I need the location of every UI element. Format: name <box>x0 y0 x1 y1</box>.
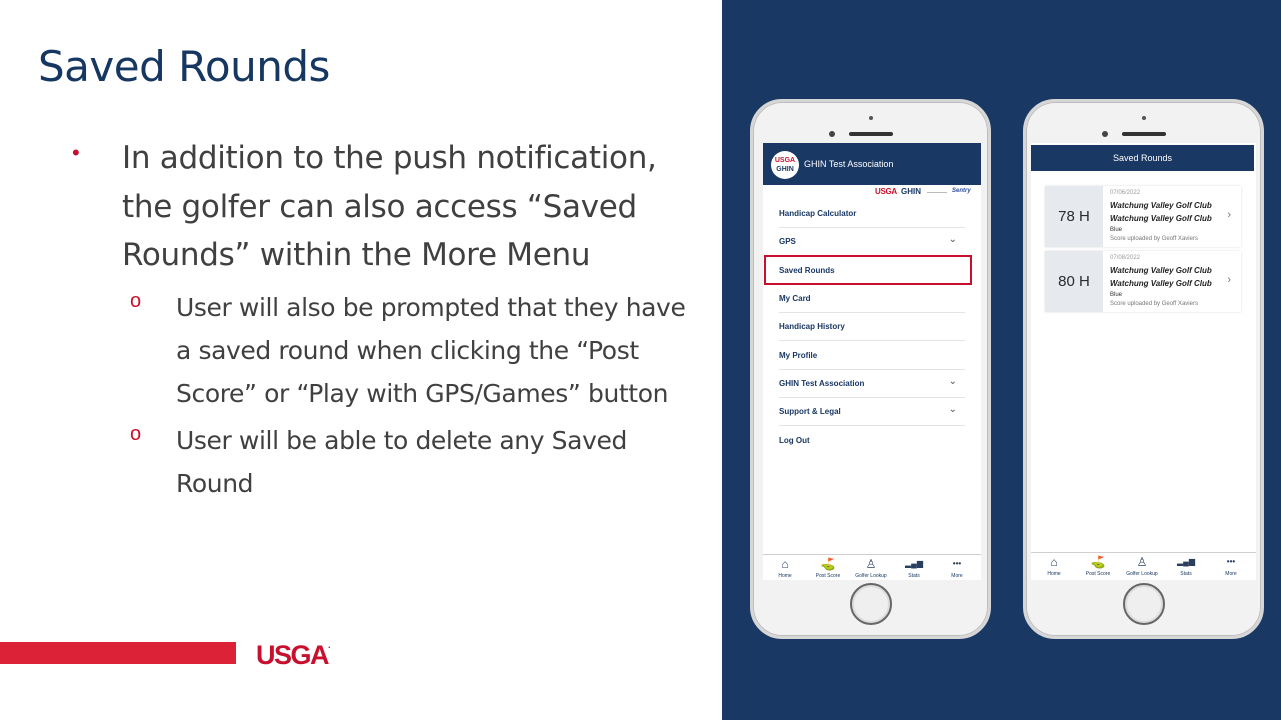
tab-label: Home <box>778 573 792 579</box>
phone-speaker <box>849 132 893 136</box>
phone-saved-rounds <box>1023 99 1264 639</box>
tab-label: Stats <box>1180 571 1192 577</box>
round-uploaded-by: Score uploaded by Geoff Xaviers <box>1110 236 1198 242</box>
saved-round-card[interactable] <box>1045 186 1241 247</box>
person-icon: ♙ <box>1136 555 1148 569</box>
sub-bullet-text: User will also be prompted that they have a saved round when clicking the “Post Score” or “Play with GPS/Games” button <box>176 293 686 408</box>
round-tee: Blue <box>1110 227 1123 233</box>
phone-screen <box>1031 143 1256 580</box>
footer-red-bar <box>0 642 236 664</box>
sponsor-bar <box>763 185 981 199</box>
tab-label: Golfer Lookup <box>1126 571 1158 577</box>
menu-item-my-card[interactable] <box>779 285 965 313</box>
main-bullet-text: In addition to the push notification, the golfer can also access “Saved Rounds” within the More Menu <box>122 140 657 273</box>
tab-label: Stats <box>908 573 920 579</box>
round-course: Watchung Valley Golf Club <box>1110 201 1212 210</box>
person-icon: ♙ <box>865 557 877 571</box>
menu-item-label: Handicap Calculator <box>779 209 857 218</box>
phone-speaker <box>1122 132 1166 136</box>
bullet-marker: • <box>72 140 80 165</box>
home-icon: ⌂ <box>1050 555 1058 569</box>
more-dots-icon: ••• <box>1226 557 1236 566</box>
slide-title: Saved Rounds <box>38 42 330 91</box>
menu-item-label: Support & Legal <box>779 407 841 416</box>
sponsor-sentry: Sentry <box>952 188 971 194</box>
saved-rounds-title: Saved Rounds <box>1112 153 1173 163</box>
usga-logo <box>256 640 329 671</box>
phone-home-button <box>850 583 892 625</box>
more-dots-icon: ••• <box>952 559 962 568</box>
saved-round-card[interactable] <box>1045 251 1241 312</box>
tab-label: Post Score <box>815 573 841 579</box>
phone-sensor <box>1102 131 1108 137</box>
home-icon: ⌂ <box>781 557 789 571</box>
tab-label: Home <box>1047 571 1061 577</box>
tab-label: Golfer Lookup <box>855 573 887 579</box>
round-score: 80 H <box>1045 251 1103 312</box>
sponsor-ghin: GHIN <box>901 187 921 196</box>
menu-item-label: GPS <box>779 237 796 246</box>
golf-tee-icon: ⛳ <box>820 557 836 571</box>
app-header <box>763 143 981 185</box>
chevron-down-icon: ⌄ <box>948 376 957 387</box>
sponsor-divider <box>927 192 947 193</box>
bar-chart-icon: ▂▄▆ <box>905 559 923 568</box>
round-uploaded-by: Score uploaded by Geoff Xaviers <box>1110 301 1198 307</box>
tab-golfer-lookup[interactable] <box>851 557 891 579</box>
golf-tee-icon: ⛳ <box>1090 555 1106 569</box>
ghin-logo-top: USGA <box>774 157 796 164</box>
phone-sensor <box>829 131 835 137</box>
round-date: 07/08/2022 <box>1110 255 1141 261</box>
tab-post-score[interactable] <box>808 557 848 579</box>
tab-stats[interactable] <box>894 557 934 579</box>
ghin-logo <box>771 151 799 179</box>
round-course: Watchung Valley Golf Club <box>1110 266 1212 275</box>
menu-item-label: Handicap History <box>779 322 845 331</box>
menu-item-label: My Profile <box>779 351 818 360</box>
phone-home-button <box>1123 583 1165 625</box>
menu-item-label: Log Out <box>779 436 810 445</box>
tab-label: More <box>1225 571 1237 577</box>
menu-item-log-out[interactable] <box>779 427 965 455</box>
menu-item-label: GHIN Test Association <box>779 379 865 388</box>
menu-item-gps[interactable] <box>779 228 965 256</box>
saved-rounds-header <box>1031 145 1254 171</box>
menu-item-support-legal[interactable] <box>779 398 965 426</box>
chevron-down-icon: ⌄ <box>948 234 957 245</box>
tab-stats[interactable] <box>1166 555 1206 577</box>
round-score: 78 H <box>1045 186 1103 247</box>
sub-bullet-marker: o <box>130 290 142 312</box>
menu-item-label: Saved Rounds <box>779 266 835 275</box>
tab-more[interactable] <box>937 557 977 579</box>
phone-screen <box>763 143 981 580</box>
tab-label: Post Score <box>1085 571 1111 577</box>
phone-camera <box>1142 116 1146 120</box>
tab-home[interactable] <box>1034 555 1074 577</box>
chevron-down-icon: ⌄ <box>948 404 957 415</box>
tab-bar <box>1031 552 1256 578</box>
menu-item-my-profile[interactable] <box>779 342 965 370</box>
round-course: Watchung Valley Golf Club <box>1110 279 1212 288</box>
tab-home[interactable] <box>765 557 805 579</box>
menu-item-handicap-calculator[interactable] <box>779 200 965 228</box>
tab-post-score[interactable] <box>1078 555 1118 577</box>
round-date: 07/06/2022 <box>1110 190 1141 196</box>
round-course: Watchung Valley Golf Club <box>1110 214 1212 223</box>
round-tee: Blue <box>1110 292 1123 298</box>
sub-bullet-marker: o <box>130 423 142 445</box>
tab-more[interactable] <box>1211 555 1251 577</box>
ghin-logo-bottom: GHIN <box>776 166 794 173</box>
tab-label: More <box>951 573 963 579</box>
sponsor-usga: USGA <box>875 187 897 196</box>
sub-bullet-text: User will be able to delete any Saved Round <box>176 426 627 498</box>
saved-rounds-highlight-box <box>764 255 972 285</box>
menu-item-label: My Card <box>779 294 811 303</box>
usga-logo-dot: . <box>328 640 330 650</box>
bar-chart-icon: ▂▄▆ <box>1177 557 1195 566</box>
tab-bar <box>763 554 981 580</box>
menu-item-handicap-history[interactable] <box>779 313 965 341</box>
chevron-right-icon: › <box>1227 274 1231 286</box>
phone-more-menu <box>750 99 991 639</box>
association-name: GHIN Test Association <box>804 159 894 169</box>
tab-golfer-lookup[interactable] <box>1122 555 1162 577</box>
usga-logo-text: USGA <box>256 640 329 670</box>
phone-camera <box>869 116 873 120</box>
chevron-right-icon: › <box>1227 209 1231 221</box>
menu-item-ghin-test-association[interactable] <box>779 370 965 398</box>
